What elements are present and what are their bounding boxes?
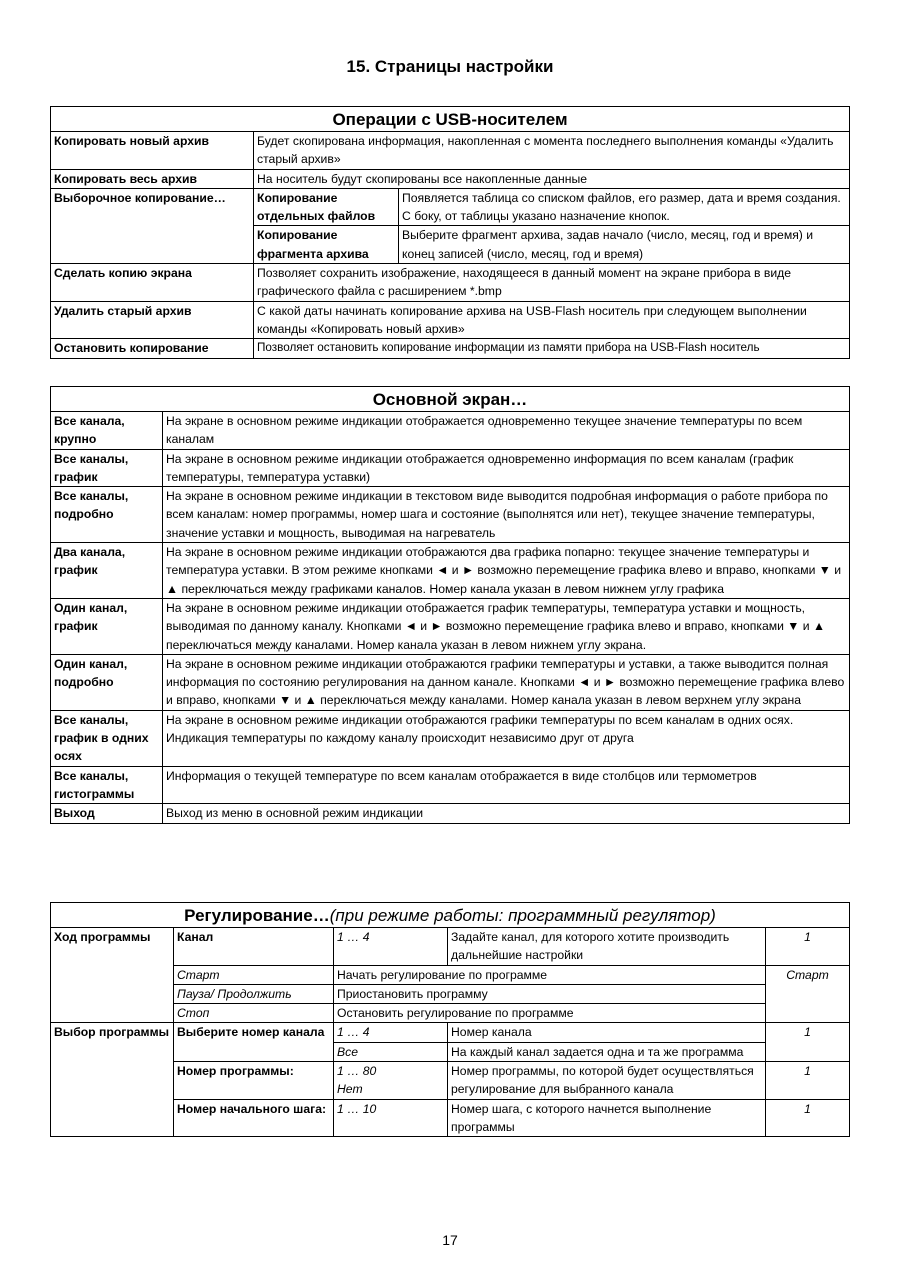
row-desc: Позволяет остановить копирование информации из памяти прибора на USB-Flash носитель <box>254 339 850 358</box>
row-name: Все канала, крупно <box>51 412 163 450</box>
row-desc: Информация о текущей температуре по всем каналам отображается в виде столбцов или термометров <box>163 766 850 804</box>
table-row <box>51 710 850 766</box>
row-name: Сделать копию экрана <box>51 264 254 302</box>
cell-step-desc: Номер шага, с которого начнется выполнение программы <box>448 1099 766 1137</box>
main-screen-heading: Основной экран… <box>51 387 850 412</box>
row-name: Копировать новый архив <box>51 132 254 170</box>
row-desc: Выход из меню в основной режим индикации <box>163 804 850 823</box>
row-desc: На экране в основном режиме индикации отображается одновременно текущее значение температуры по всем каналам <box>163 412 850 450</box>
table-row <box>51 928 850 966</box>
row-desc: На экране в основном режиме индикации отображаются два графика попарно: текущее значение температуры и температура уставки. В этом режиме кнопками ◄ и ► возможно перемещение графика влево и вправо, кнопками ▼ и ▲ переключаться между графиками каналов. Номер канала указан в левом нижнем углу графика <box>163 543 850 599</box>
cell-stop: Стоп <box>174 1004 334 1023</box>
row-desc: На экране в основном режиме индикации отображаются графики температуры и уставки, а также выводится полная информация по состоянию регулирования на данном канале. Кнопками ◄ и ► возможно перемещение графика влево и вправо, кнопками ▼ и ▲ переключаться между каналами. Номер канала указан в левом верхнем углу экрана <box>163 654 850 710</box>
cell-pause: Пауза/ Продолжить <box>174 984 334 1003</box>
cell-start-desc: Начать регулирование по программе <box>334 965 766 984</box>
row-group-prog-select: Выбор программы <box>51 1023 174 1137</box>
table-row <box>51 543 850 599</box>
row-name: Все каналы, подробно <box>51 487 163 543</box>
cell-channel-default: 1 <box>766 928 850 966</box>
row-name: Все каналы, график <box>51 449 163 487</box>
cell-start-default: Старт <box>766 965 850 1023</box>
regulation-table <box>50 902 850 1137</box>
usb-operations-table <box>50 106 850 359</box>
row-desc: На экране в основном режиме индикации отображается график температуры, температура уставки и мощность, выводимая по данному каналу. Кнопками ◄ и ► возможно перемещение графика влево и вправо, кнопками ▼ и ▲ переключаться между каналами. Номер канала указан в левом нижнем углу экрана. <box>163 598 850 654</box>
main-screen-table <box>50 386 850 824</box>
row-name: Один канал, график <box>51 598 163 654</box>
prog-num-range: 1 … 80 <box>337 1064 377 1079</box>
row-name: Выборочное копирование… <box>51 188 254 263</box>
cell-channel-desc: Задайте канал, для которого хотите производить дальнейшие настройки <box>448 928 766 966</box>
row-name: Один канал, подробно <box>51 654 163 710</box>
sub-row-name: Копирование отдельных файлов <box>254 188 399 226</box>
table-row <box>51 487 850 543</box>
cell-sel-default: 1 <box>766 1023 850 1062</box>
cell-prog-num: Номер программы: <box>174 1062 334 1100</box>
table-row <box>51 449 850 487</box>
cell-start: Старт <box>174 965 334 984</box>
row-name: Остановить копирование <box>51 339 254 358</box>
row-name: Удалить старый архив <box>51 301 254 339</box>
cell-step-range: 1 … 10 <box>334 1099 448 1137</box>
table-row <box>51 132 850 170</box>
regulation-heading <box>51 903 850 928</box>
cell-sel-range-desc: Номер канала <box>448 1023 766 1042</box>
table-row <box>51 412 850 450</box>
row-desc: На экране в основном режиме индикации отображается одновременно информация по всем каналам (график температуры, температура уставки) <box>163 449 850 487</box>
row-desc: На экране в основном режиме индикации в текстовом виде выводится подробная информация о работе прибора по всем каналам: номер программы, номер шага и состояние (выполнятся или нет), текущее значение температуры, значение уставки и мощность, выводимая на нагреватель <box>163 487 850 543</box>
cell-step-num: Номер начального шага: <box>174 1099 334 1137</box>
row-name: Все каналы, гистограммы <box>51 766 163 804</box>
row-desc: Позволяет сохранить изображение, находящееся в данный момент на экране прибора в виде графического файла с расширением *.bmp <box>254 264 850 302</box>
row-desc: Будет скопирована информация, накопленная с момента последнего выполнения команды «Удалить старый архив» <box>254 132 850 170</box>
row-desc: С какой даты начинать копирование архива на USB-Flash носитель при следующем выполнении команды «Копировать новый архив» <box>254 301 850 339</box>
table-row <box>51 804 850 823</box>
prog-num-none: Нет <box>337 1082 363 1097</box>
cell-sel-all: Все <box>334 1042 448 1061</box>
row-desc: На экране в основном режиме индикации отображаются графики температуры по всем каналам в одних осях. Индикация температуры по каждому каналу происходит независимо друг от друга <box>163 710 850 766</box>
row-group-prog-run: Ход программы <box>51 928 174 1023</box>
table-row <box>51 169 850 188</box>
sub-row-desc: Появляется таблица со списком файлов, его размер, дата и время создания. С боку, от таблицы указано назначение кнопок. <box>399 188 850 226</box>
cell-channel: Канал <box>174 928 334 966</box>
cell-channel-range: 1 … 4 <box>334 928 448 966</box>
row-name: Два канала, график <box>51 543 163 599</box>
cell-stop-desc: Остановить регулирование по программе <box>334 1004 766 1023</box>
table-row <box>51 264 850 302</box>
table-row <box>51 598 850 654</box>
row-name: Копировать весь архив <box>51 169 254 188</box>
cell-pause-desc: Приостановить программу <box>334 984 766 1003</box>
table-row <box>51 339 850 358</box>
cell-step-default: 1 <box>766 1099 850 1137</box>
table-row <box>51 301 850 339</box>
row-name: Все каналы, график в одних осях <box>51 710 163 766</box>
sub-row-desc: Выберите фрагмент архива, задав начало (число, месяц, год и время) и конец записей (число, месяц, год и время) <box>399 226 850 264</box>
regulation-subtitle: (при режиме работы: программный регулятор) <box>329 906 716 925</box>
table-row <box>51 766 850 804</box>
row-name: Выход <box>51 804 163 823</box>
cell-sel-range: 1 … 4 <box>334 1023 448 1042</box>
table-row <box>51 1023 850 1042</box>
cell-prog-num-desc: Номер программы, по которой будет осуществляться регулирование для выбранного канала <box>448 1062 766 1100</box>
sub-row-name: Копирование фрагмента архива <box>254 226 399 264</box>
cell-sel-all-desc: На каждый канал задается одна и та же программа <box>448 1042 766 1061</box>
cell-prog-num-range <box>334 1062 448 1100</box>
table-row <box>51 188 850 226</box>
regulation-title: Регулирование… <box>184 906 330 925</box>
row-desc: На носитель будут скопированы все накопленные данные <box>254 169 850 188</box>
cell-select-channel: Выберите номер канала <box>174 1023 334 1062</box>
page-title: 15. Страницы настройки <box>346 57 554 76</box>
page-number: 17 <box>442 1232 458 1248</box>
usb-heading: Операции с USB-носителем <box>51 107 850 132</box>
table-row <box>51 654 850 710</box>
cell-prog-num-default: 1 <box>766 1062 850 1100</box>
